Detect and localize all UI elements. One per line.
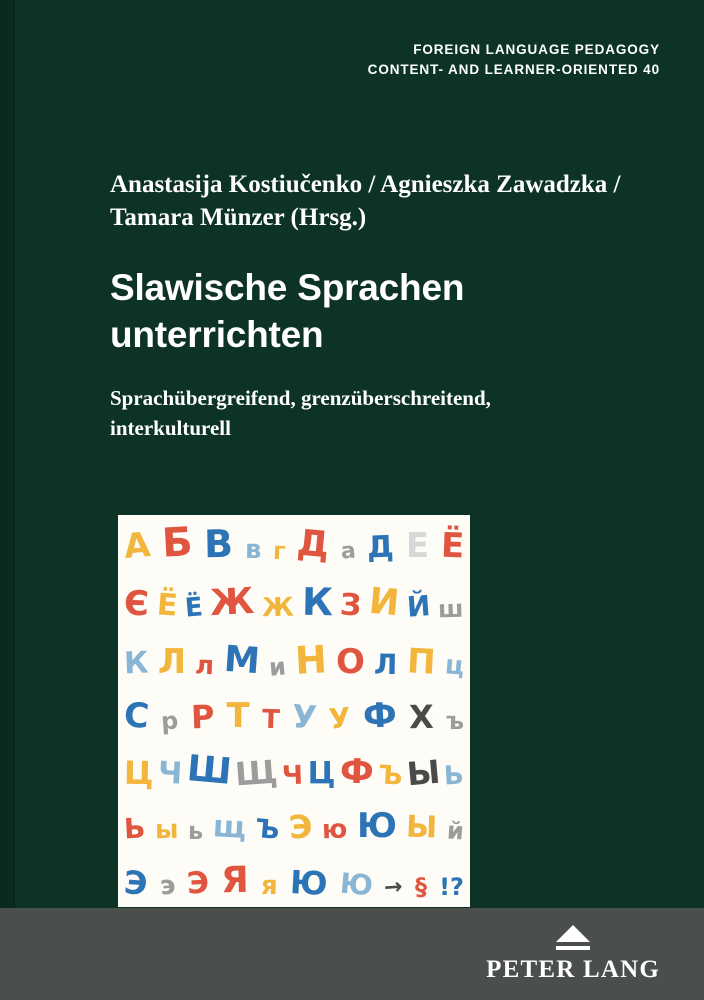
alphabet-row bbox=[123, 579, 465, 625]
alphabet-letter: Щ bbox=[234, 752, 280, 794]
alphabet-letter: !? bbox=[439, 873, 464, 901]
alphabet-letter: Ф bbox=[339, 751, 375, 793]
alphabet-letter: Ж bbox=[209, 580, 256, 625]
publisher-name: PETER LANG bbox=[486, 956, 660, 983]
alphabet-letter: Е bbox=[405, 526, 430, 566]
alphabet-row bbox=[122, 859, 464, 903]
alphabet-letter: Ё bbox=[183, 592, 204, 624]
alphabet-letter: Ь bbox=[123, 811, 147, 846]
alphabet-letter: К bbox=[301, 579, 334, 625]
alphabet-letter: Х bbox=[408, 697, 434, 737]
editors-line-1: Anastasija Kostiučenko / Agnieszka Zawadzka / bbox=[110, 171, 621, 198]
alphabet-letter: Ж bbox=[261, 592, 295, 624]
alphabet-letter: Ч bbox=[281, 760, 304, 792]
series-line-2: CONTENT- AND LEARNER-ORIENTED 40 bbox=[367, 62, 660, 78]
alphabet-letter: К bbox=[123, 645, 150, 682]
alphabet-letter: Т bbox=[261, 704, 281, 736]
alphabet-letter: А bbox=[122, 524, 153, 568]
publisher bbox=[486, 925, 660, 984]
alphabet-letter: Ы bbox=[405, 809, 439, 846]
cover-artwork bbox=[118, 515, 470, 907]
alphabet-letter: Ц bbox=[123, 753, 155, 793]
alphabet-letter: Д bbox=[366, 529, 395, 566]
alphabet-letter: э bbox=[158, 870, 177, 902]
alphabet-letter: Ю bbox=[357, 806, 397, 846]
alphabet-letter: Й bbox=[406, 589, 432, 624]
spine-edge bbox=[0, 0, 15, 1000]
alphabet-letter: Л bbox=[157, 642, 187, 682]
alphabet-letter: О bbox=[335, 641, 366, 683]
alphabet-letter: й bbox=[446, 816, 465, 846]
alphabet-letter: ц bbox=[443, 650, 466, 682]
alphabet-letter: Є bbox=[123, 583, 150, 625]
title-line-2: unterrichten bbox=[110, 313, 324, 355]
alphabet-letter: ы bbox=[154, 814, 179, 846]
subtitle-line-2: interkulturell bbox=[110, 416, 231, 441]
alphabet-letter: р bbox=[160, 706, 180, 736]
alphabet-row bbox=[123, 637, 466, 683]
alphabet-letter: Э bbox=[122, 863, 149, 903]
alphabet-letter: Ф bbox=[361, 695, 398, 737]
subtitle-line-1: Sprachübergreifend, grenzüberschreitend, bbox=[110, 386, 491, 410]
alphabet-letter: Ю bbox=[288, 863, 329, 903]
alphabet-letter: л bbox=[194, 650, 215, 682]
alphabet-letter: Ч bbox=[157, 755, 184, 792]
alphabet-letter: Ц bbox=[307, 756, 336, 791]
editors-line-2: Tamara Münzer (Hrsg.) bbox=[110, 204, 367, 231]
alphabet-letter: И bbox=[367, 580, 402, 625]
alphabet-letter: ъ bbox=[445, 706, 465, 736]
series-info bbox=[368, 40, 660, 81]
editors bbox=[110, 168, 670, 234]
alphabet-letter: щ bbox=[211, 809, 247, 846]
alphabet-letter: Я bbox=[220, 859, 250, 902]
alphabet-letter: У bbox=[327, 701, 352, 736]
alphabet-letter: М bbox=[222, 638, 261, 683]
alphabet-letter: а bbox=[340, 538, 357, 565]
alphabet-letter: Ш bbox=[184, 748, 233, 793]
alphabet-letter: Ь bbox=[443, 760, 465, 792]
title-line-1: Slawische Sprachen bbox=[110, 267, 465, 308]
alphabet-row bbox=[122, 519, 465, 568]
page-title bbox=[110, 265, 650, 358]
cyrillic-alphabet-icon bbox=[118, 515, 470, 907]
alphabet-letter: в bbox=[244, 534, 262, 566]
alphabet-letter: Ё bbox=[440, 525, 465, 567]
alphabet-letter: Н bbox=[293, 637, 328, 683]
alphabet-letter: я bbox=[260, 870, 279, 902]
series-line-1: FOREIGN LANGUAGE PEDAGOGY bbox=[413, 42, 660, 57]
alphabet-row bbox=[122, 694, 465, 738]
alphabet-letter: Ъ bbox=[254, 813, 281, 847]
alphabet-letter: ь bbox=[187, 816, 204, 846]
alphabet-row bbox=[123, 748, 465, 794]
footer-band bbox=[0, 908, 704, 1000]
alphabet-letter: г bbox=[272, 536, 287, 566]
alphabet-letter: В bbox=[203, 521, 234, 567]
page-subtitle bbox=[110, 383, 650, 444]
alphabet-letter: Д bbox=[295, 522, 331, 567]
alphabet-letter: Ъ bbox=[376, 760, 404, 792]
triangle-logo-icon bbox=[556, 925, 590, 942]
alphabet-row bbox=[123, 806, 465, 847]
alphabet-letter: Ё bbox=[155, 587, 179, 624]
alphabet-letter: и bbox=[267, 652, 287, 682]
alphabet-letter: Л bbox=[374, 647, 398, 682]
alphabet-letter: Ы bbox=[405, 752, 442, 794]
alphabet-letter: З bbox=[339, 587, 363, 624]
alphabet-letter: ю bbox=[321, 814, 349, 846]
alphabet-letter: Р bbox=[190, 697, 215, 737]
alphabet-letter: Т bbox=[226, 696, 250, 736]
logo-bar-icon bbox=[556, 946, 590, 950]
alphabet-letter: → bbox=[383, 874, 404, 901]
alphabet-letter: Б bbox=[160, 519, 194, 567]
alphabet-letter: У bbox=[290, 697, 318, 737]
alphabet-letter: Э bbox=[186, 865, 210, 902]
alphabet-letter: П bbox=[405, 641, 437, 683]
alphabet-letter: Э bbox=[287, 807, 315, 847]
alphabet-letter: ш bbox=[437, 594, 465, 624]
alphabet-letter: С bbox=[122, 694, 151, 738]
alphabet-letter: § bbox=[414, 872, 428, 902]
alphabet-letter: Ю bbox=[338, 866, 374, 903]
